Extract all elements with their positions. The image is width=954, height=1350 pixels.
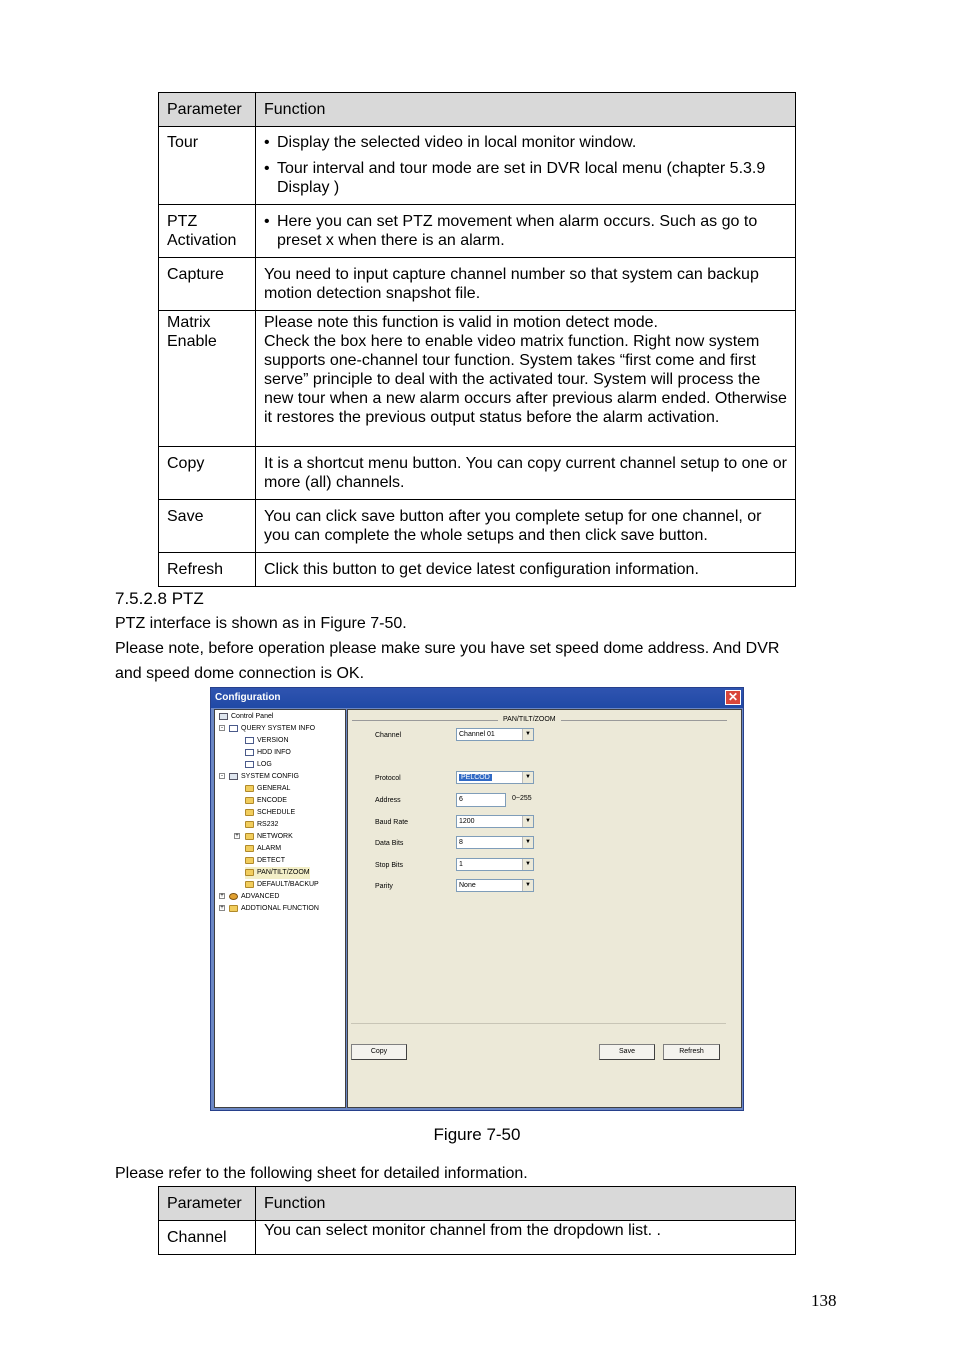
refresh-button[interactable]: Refresh <box>663 1044 720 1060</box>
table-header-row <box>159 1187 796 1221</box>
folder-icon <box>245 845 254 852</box>
folder-icon <box>245 881 254 888</box>
tree-item-default-backup[interactable]: DEFAULT/BACKUP <box>245 879 319 891</box>
table-row <box>159 500 796 553</box>
folder-icon <box>245 821 254 828</box>
folder-icon <box>229 905 238 912</box>
address-range: 0~255 <box>512 795 532 802</box>
parameter-table-1 <box>158 92 796 587</box>
parity-label: Parity <box>375 883 393 890</box>
table-row <box>159 1221 796 1255</box>
param-refresh: Refresh <box>159 553 256 587</box>
configuration-window <box>210 687 744 1111</box>
func-save: You can click save button after you complete setup for one channel, or you can complete the whole setups and then click save button. <box>256 500 796 553</box>
param-capture: Capture <box>159 258 256 311</box>
tree-item-alarm[interactable]: ALARM <box>245 843 281 855</box>
table-row <box>159 127 796 205</box>
table-header-row <box>159 93 796 127</box>
baud-rate-label: Baud Rate <box>375 819 409 826</box>
func-capture: You need to input capture channel number so that system can backup motion detection snapshot file. <box>256 258 796 311</box>
document-icon <box>245 737 254 744</box>
folder-icon <box>245 857 254 864</box>
folder-icon <box>245 809 254 816</box>
config-tree <box>214 709 346 1108</box>
bullet-item: • Tour interval and tour mode are set in DVR local menu (chapter 5.3.9 Display ) <box>264 159 787 197</box>
parameter-table-2 <box>158 1186 796 1255</box>
window-title: Configuration <box>215 692 281 703</box>
dropdown-arrow-icon: ▼ <box>522 859 533 870</box>
paragraph: PTZ interface is shown as in Figure 7-50. <box>115 615 407 632</box>
paragraph: Please refer to the following sheet for detailed information. <box>115 1165 528 1182</box>
ptz-settings-panel <box>347 709 742 1108</box>
stop-bits-select[interactable]: 1 ▼ <box>456 858 534 871</box>
tree-item-detect[interactable]: DETECT <box>245 855 285 867</box>
header-function: Function <box>256 93 796 127</box>
expand-icon[interactable]: + <box>235 833 239 839</box>
collapse-icon[interactable]: - <box>221 725 223 731</box>
tree-item-rs232[interactable]: RS232 <box>245 819 278 831</box>
figure-caption: Figure 7-50 <box>433 1125 521 1144</box>
protocol-select[interactable]: PELCOD ▼ <box>456 771 534 784</box>
matrix-line-2: Check the box here to enable video matrix function. Right now system supports one-channel tour function. System takes “first come and first serve” principle to deal with the activated tour. System will process the new tour when a new alarm occurs after previous alarm ended. Otherwise it restores the previous output status before the alarm activation. <box>264 333 787 426</box>
dropdown-arrow-icon: ▼ <box>522 729 533 740</box>
tree-item-query-system-info[interactable]: QUERY SYSTEM INFO <box>229 723 315 735</box>
bullet-item: • Here you can set PTZ movement when alarm occurs. Such as go to preset x when there is an alarm. <box>264 212 787 250</box>
bullet-item: • Display the selected video in local monitor window. <box>264 133 787 152</box>
param-tour: Tour <box>159 127 256 205</box>
param-ptz-activation: PTZ Activation <box>159 205 256 258</box>
header-parameter: Parameter <box>159 1187 256 1221</box>
page-number: 138 <box>811 1291 837 1310</box>
header-parameter: Parameter <box>159 93 256 127</box>
table-row <box>159 205 796 258</box>
gear-icon <box>229 893 238 900</box>
close-icon[interactable]: ✕ <box>725 690 741 705</box>
tree-item-encode[interactable]: ENCODE <box>245 795 287 807</box>
tree-item-version[interactable]: VERSION <box>245 735 289 747</box>
panel-icon <box>219 713 228 720</box>
folder-icon <box>245 785 254 792</box>
param-save: Save <box>159 500 256 553</box>
param-matrix-enable: Matrix Enable <box>159 311 256 447</box>
tree-item-pan-tilt-zoom[interactable]: PAN/TILT/ZOOM <box>245 867 310 879</box>
protocol-label: Protocol <box>375 775 401 782</box>
func-copy: It is a shortcut menu button. You can copy current channel setup to one or more (all) channels. <box>256 447 796 500</box>
data-bits-select[interactable]: 8 ▼ <box>456 836 534 849</box>
copy-button[interactable]: Copy <box>351 1044 407 1060</box>
func-tour <box>256 127 796 205</box>
matrix-line-1: Please note this function is valid in motion detect mode. <box>264 314 658 331</box>
save-button[interactable]: Save <box>599 1044 655 1060</box>
func-matrix-enable <box>256 311 796 447</box>
folder-open-icon <box>245 869 254 876</box>
dropdown-arrow-icon: ▼ <box>522 837 533 848</box>
dropdown-arrow-icon: ▼ <box>522 816 533 827</box>
divider <box>351 1023 726 1024</box>
window-titlebar <box>211 688 743 708</box>
func-channel: You can select monitor channel from the dropdown list. . <box>256 1221 796 1255</box>
header-function: Function <box>256 1187 796 1221</box>
address-label: Address <box>375 797 401 804</box>
channel-select[interactable]: Channel 01 ▼ <box>456 728 534 741</box>
folder-icon <box>245 833 254 840</box>
dropdown-arrow-icon: ▼ <box>522 880 533 891</box>
param-copy: Copy <box>159 447 256 500</box>
paragraph: Please note, before operation please make sure you have set speed dome address. And DVR <box>115 640 780 657</box>
expand-icon[interactable]: + <box>220 905 224 911</box>
folder-icon <box>245 797 254 804</box>
tree-item-additional-function[interactable]: ADDTIONAL FUNCTION <box>229 903 319 915</box>
baud-rate-select[interactable]: 1200 ▼ <box>456 815 534 828</box>
tree-item-log[interactable]: LOG <box>245 759 272 771</box>
dropdown-arrow-icon: ▼ <box>522 772 533 783</box>
section-heading: 7.5.2.8 PTZ <box>115 589 204 608</box>
func-ptz-activation <box>256 205 796 258</box>
group-title: PAN/TILT/ZOOM <box>498 715 561 725</box>
parity-select[interactable]: None ▼ <box>456 879 534 892</box>
tools-icon <box>229 773 238 780</box>
expand-icon[interactable]: + <box>220 893 224 899</box>
document-icon <box>245 749 254 756</box>
tree-item-advanced[interactable]: ADVANCED <box>229 891 279 903</box>
info-icon <box>229 725 238 732</box>
table-row <box>159 553 796 587</box>
collapse-icon[interactable]: - <box>221 773 223 779</box>
param-channel: Channel <box>159 1221 256 1255</box>
table-row <box>159 447 796 500</box>
group-header <box>352 715 727 725</box>
stop-bits-label: Stop Bits <box>375 862 404 869</box>
data-bits-label: Data Bits <box>375 840 404 847</box>
channel-label: Channel <box>375 732 402 739</box>
table-row <box>159 311 796 447</box>
tree-item-schedule[interactable]: SCHEDULE <box>245 807 295 819</box>
paragraph: and speed dome connection is OK. <box>115 665 365 682</box>
document-icon <box>245 761 254 768</box>
tree-item-system-config[interactable]: SYSTEM CONFIG <box>229 771 299 783</box>
tree-item-hdd-info[interactable]: HDD INFO <box>245 747 291 759</box>
func-refresh: Click this button to get device latest configuration information. <box>256 553 796 587</box>
tree-item-network[interactable]: NETWORK <box>245 831 293 843</box>
tree-item-control-panel[interactable]: Control Panel <box>219 711 273 723</box>
table-row <box>159 258 796 311</box>
address-input[interactable]: 6 <box>456 793 506 807</box>
tree-item-general[interactable]: GENERAL <box>245 783 290 795</box>
